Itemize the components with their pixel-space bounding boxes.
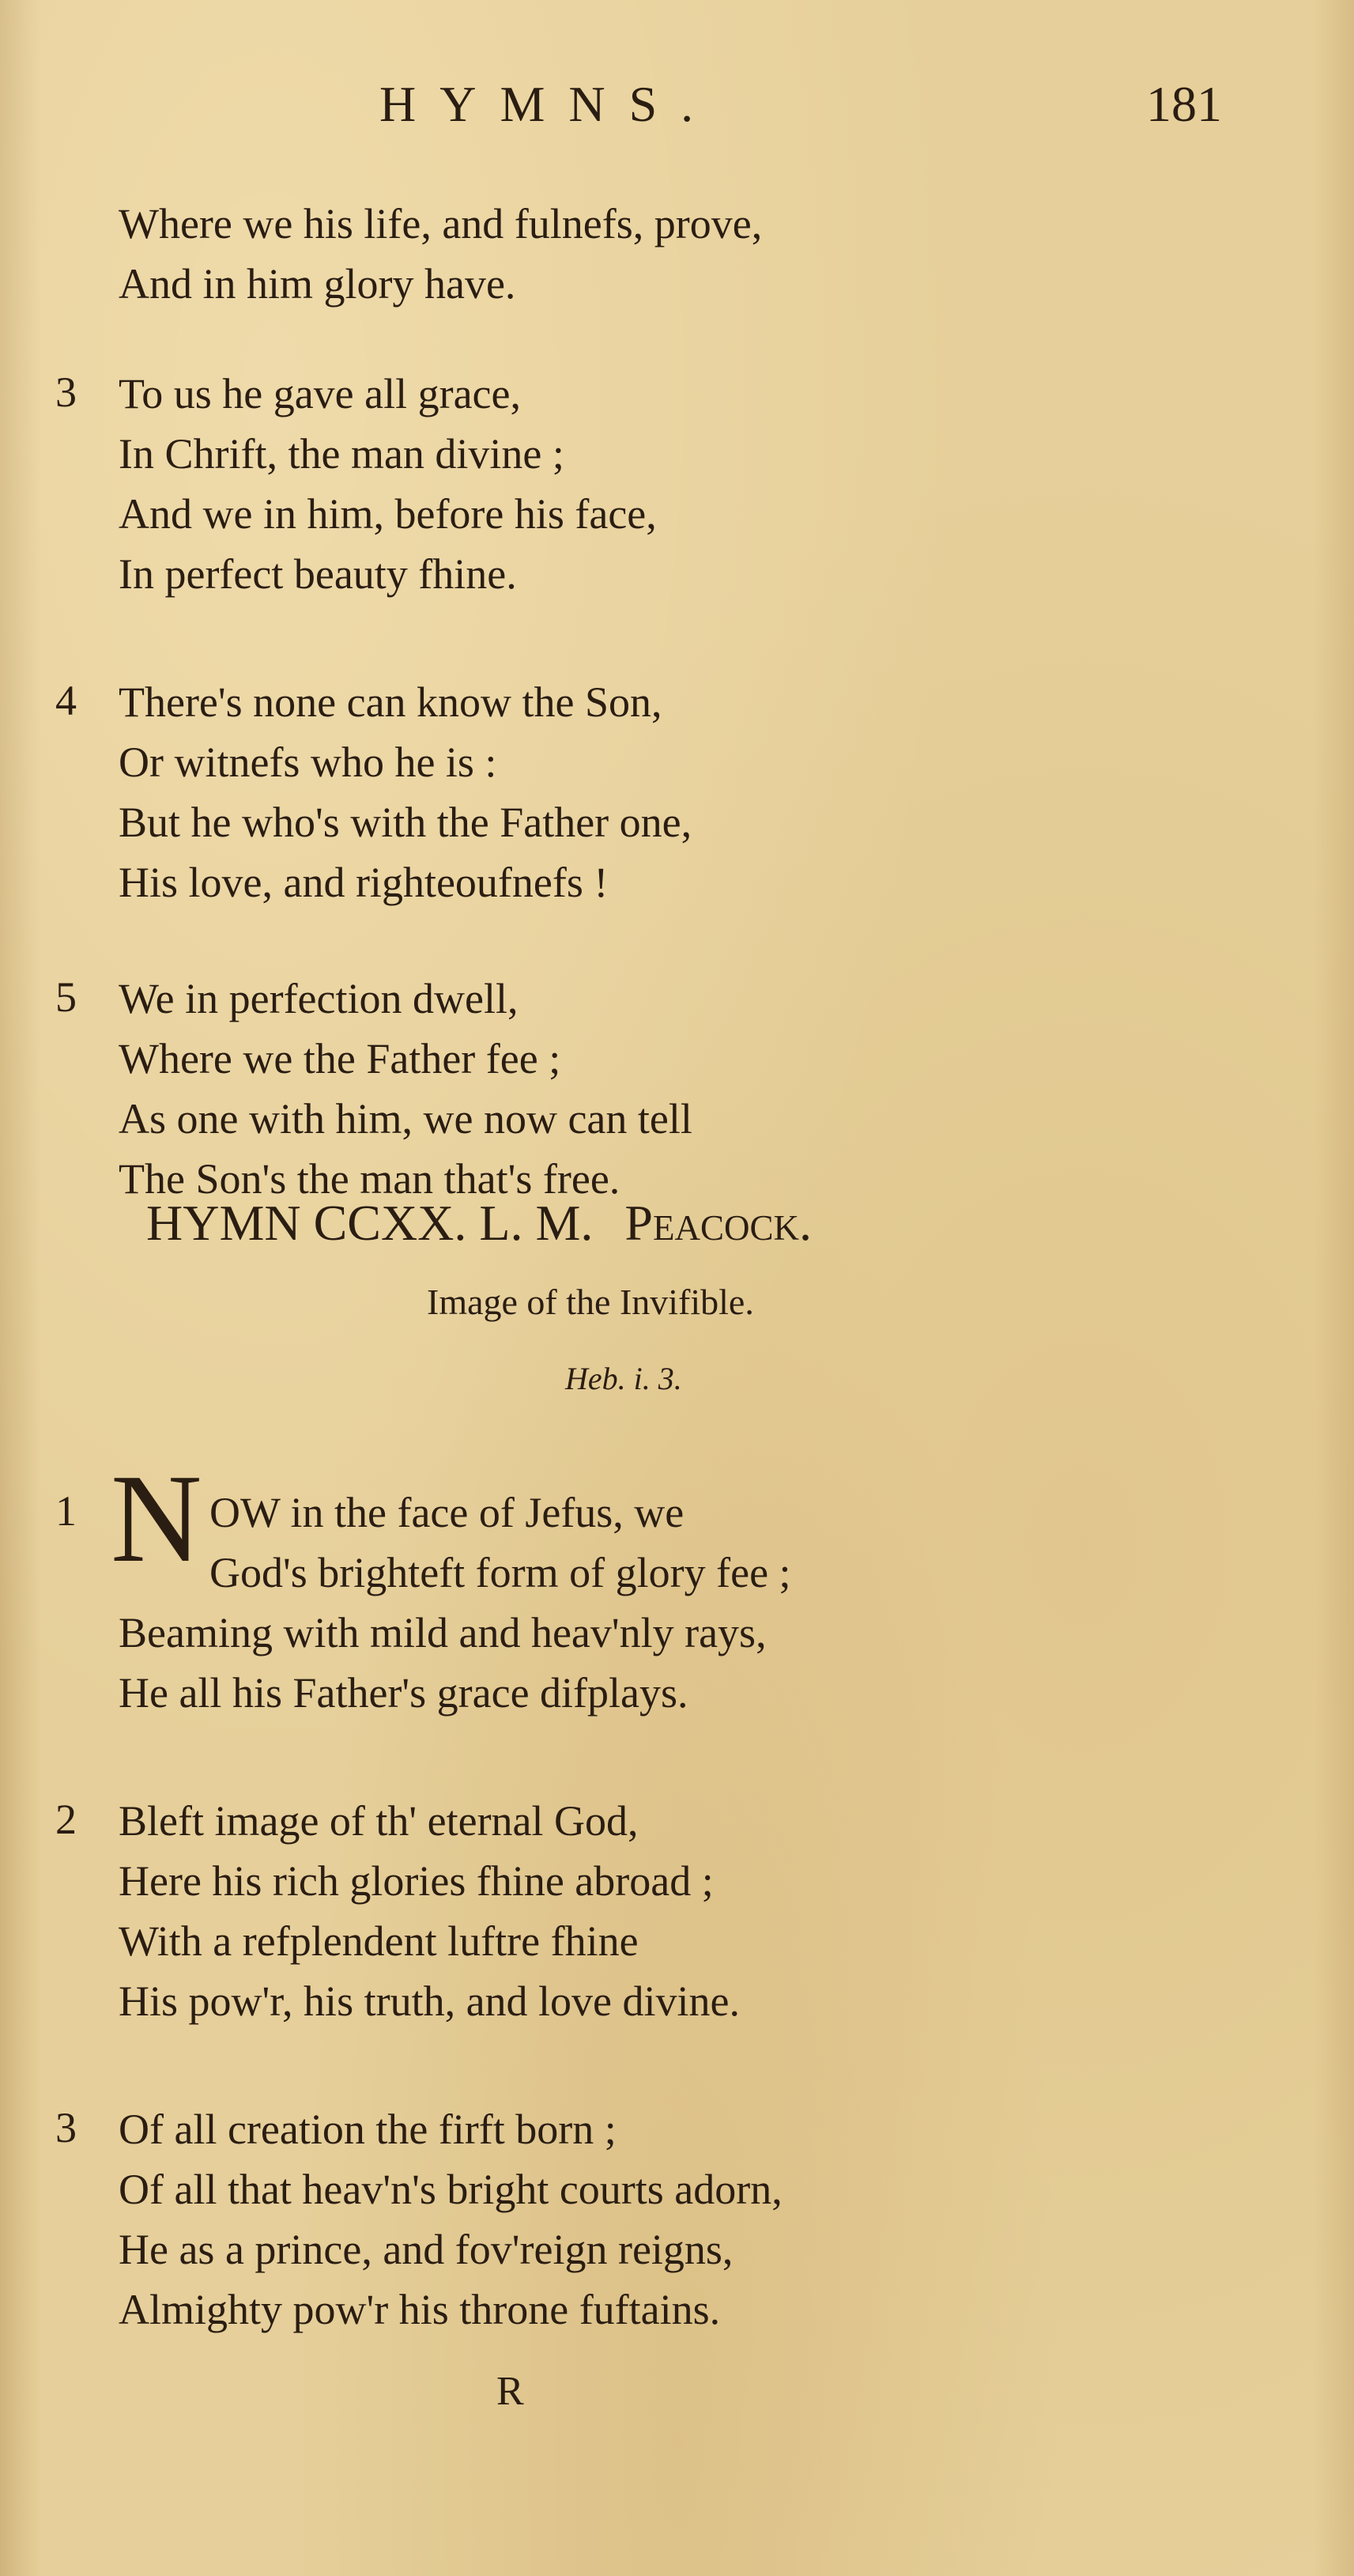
stanza-line: In perfect beauty fhine. xyxy=(119,550,517,598)
verse-number: 1 xyxy=(55,1487,77,1535)
stanza-line: Of all that heav'n's bright courts adorn, xyxy=(119,2166,783,2213)
verse-number: 2 xyxy=(55,1796,77,1843)
running-head: HYMNS. xyxy=(379,76,718,132)
verse-number: 3 xyxy=(55,368,77,416)
stanza-line: There's none can know the Son, xyxy=(119,678,662,726)
stanza-line: With a refplendent luftre fhine xyxy=(119,1917,639,1965)
tune-name: Peacock. xyxy=(624,1195,812,1251)
stanza-line: But he who's with the Father one, xyxy=(119,799,692,846)
stanza-line: To us he gave all grace, xyxy=(119,370,521,417)
verse-number: 5 xyxy=(55,973,77,1021)
verse-number: 4 xyxy=(55,677,77,724)
stanza-line: OW in the face of Jefus, we xyxy=(209,1489,685,1536)
stanza-line: Bleft image of th' eternal God, xyxy=(119,1797,639,1845)
stanza-line: He all his Father's grace difplays. xyxy=(119,1669,688,1717)
hymn-title: HYMN CCXX. L. M. xyxy=(146,1195,594,1251)
stanza-line: We in perfection dwell, xyxy=(119,975,519,1022)
hymn-heading xyxy=(146,1194,812,1252)
stanza-line: Where we the Father fee ; xyxy=(119,1035,561,1082)
stanza-line: The Son's the man that's free. xyxy=(119,1155,620,1203)
stanza-line: Here his rich glories fhine abroad ; xyxy=(119,1857,714,1905)
stanza-line: As one with him, we now can tell xyxy=(119,1095,692,1143)
page-number: 181 xyxy=(1146,76,1222,132)
stanza-line: Or witnefs who he is : xyxy=(119,738,497,786)
stanza-line: And we in him, before his face, xyxy=(119,490,657,538)
stanza-line: Beaming with mild and heav'nly rays, xyxy=(119,1609,767,1656)
catchword: R xyxy=(496,2369,524,2414)
stanza-line: Of all creation the firft born ; xyxy=(119,2106,617,2153)
stanza-line: God's brighteft form of glory fee ; xyxy=(209,1549,791,1596)
stanza-line: His pow'r, his truth, and love divine. xyxy=(119,1977,740,2025)
stanza-line: And in him glory have. xyxy=(119,260,516,308)
stanza-line: He as a prince, and fov'reign reigns, xyxy=(119,2226,734,2273)
verse-number: 3 xyxy=(55,2104,77,2151)
scripture-reference: Heb. i. 3. xyxy=(565,1361,682,1396)
stanza-line: Almighty pow'r his throne fuftains. xyxy=(119,2286,721,2333)
hymn-subtitle: Image of the Invifible. xyxy=(427,1282,754,1322)
stanza-line: Where we his life, and fulnefs, prove, xyxy=(119,200,763,247)
drop-cap: N xyxy=(111,1448,202,1588)
stanza-line: In Chrift, the man divine ; xyxy=(119,430,564,478)
stanza-line: His love, and righteoufnefs ! xyxy=(119,859,609,906)
